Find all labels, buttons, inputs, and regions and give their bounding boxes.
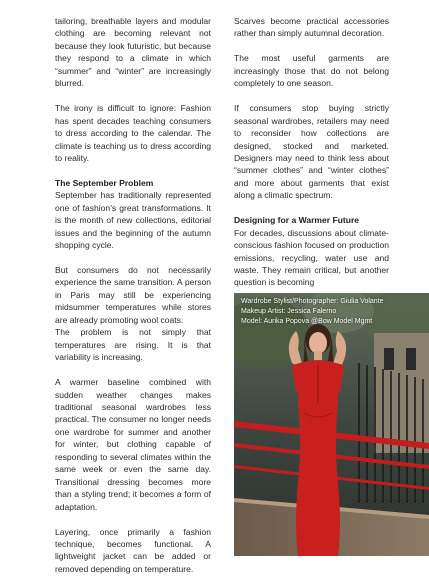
fashion-photo	[234, 293, 429, 556]
paragraph: A warmer baseline combined with sudden weather changes makes traditional seasonal wardrobes less practical. The consumer no longer needs one wardrobe for summer and another for winter, but clothing capable of responding to several climates within the same week or even the same day. Transitional dressing becomes more than a styling trend; it becomes a form of adaptation.	[55, 377, 211, 512]
right-column	[234, 15, 389, 289]
photo-credits	[241, 297, 427, 327]
paragraph: Scarves become practical accessories rather than simply autumnal decoration.	[234, 16, 389, 39]
photo-illustration	[234, 293, 429, 556]
paragraph: The problem is not simply that temperatures are rising. It is that variability is increasing.	[55, 327, 211, 363]
credit-line: Makeup Artist: Jessica Falerno	[241, 308, 337, 315]
section-heading: Designing for a Warmer Future	[234, 215, 360, 226]
credit-line: Wardrobe Stylist/Photographer: Giulia Volante	[241, 298, 384, 305]
paragraph: The most useful garments are increasingly those that do not belong completely to one season.	[234, 53, 389, 89]
paragraph: For decades, discussions about climate-conscious fashion focused on production emissions, recycling, water use and waste. They remain critical, but another question is becoming	[234, 227, 389, 288]
paragraph: But consumers do not necessarily experience the same transition. A person in Paris may still be experiencing midsummer temperatures while stores are already promoting wool coats.	[55, 265, 211, 325]
paragraph: Layering, once primarily a fashion technique, becomes functional. A lightweight jacket can be added or removed depending on temperature.	[55, 526, 211, 574]
left-column	[55, 15, 211, 588]
paragraph: If consumers stop buying strictly seasonal wardrobes, retailers may need to reconsider how collections are designed, stocked and marketed. Designers may need to think less about “summer clothes” and “winter clothes” and more about garments that exist along a climatic spectrum.	[234, 103, 389, 201]
section-heading: The September Problem	[55, 177, 154, 188]
paragraph: September has traditionally represented one of fashion’s great transformations. It is the month of new collections, editorial issues and the beginning of the autumn shopping cycle.	[55, 190, 211, 251]
paragraph: tailoring, breathable layers and modular clothing are becoming relevant not because they look futuristic, but because they respond to a climate in which “summer” and “winter” are increasingly blurred.	[55, 16, 211, 89]
paragraph: The irony is difficult to ignore: Fashion has spent decades teaching consumers to dress according to the calendar. The climate is teaching us to dress according to reality.	[55, 103, 211, 163]
credit-line: Model: Aurika Popova @Bow Model Mgmt	[241, 318, 373, 325]
